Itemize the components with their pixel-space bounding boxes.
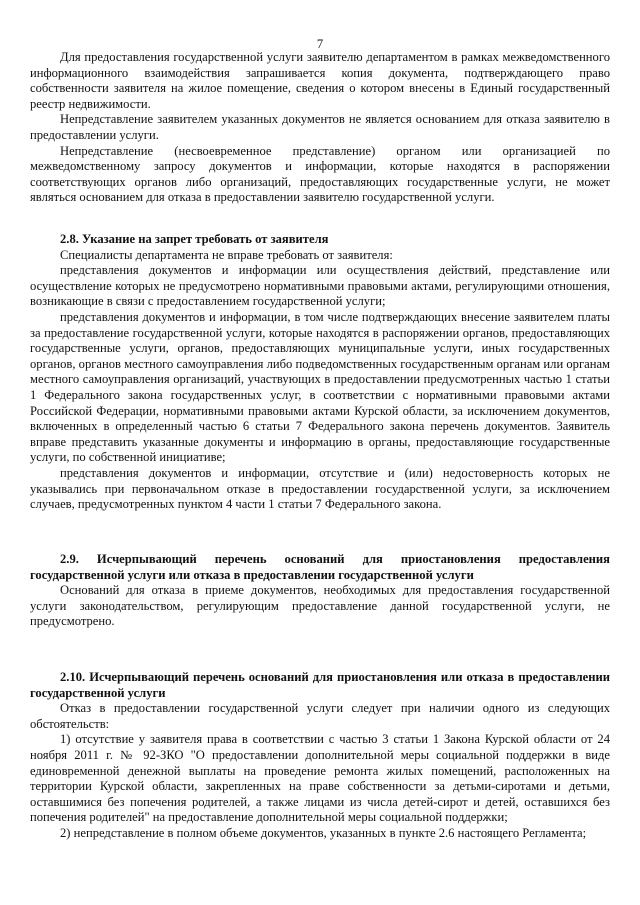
section-2-10 — [30, 670, 610, 842]
section-2-9 — [30, 552, 610, 630]
intro-paragraph-1: Для предоставления государственной услуги заявителю департаментом в рамках межведомственного информационного взаимодействия запрашивается копия документа, подтверждающего право собственности заявителя на жилое помещение, сведения о котором внесены в Единый государственный реестр недвижимости. — [30, 50, 610, 111]
section-2-10-paragraph-2: 1) отсутствие у заявителя права в соответствии с частью 3 статьи 1 Закона Курской области от 24 ноября 2011 г. № 92-ЗКО "О предоставлении дополнительной меры социальной поддержки в виде единовременной денежной выплаты на проведение ремонта жилых помещений, расположенных на территории Курской области, закрепленных на праве собственности за детьми-сиротами и детьми, оставшимися без попечения родителей, а также лицами из числа детей-сирот и детей, оставшихся без попечения родителей" на предоставление дополнительной меры социальной поддержки; — [30, 732, 610, 825]
section-2-9-paragraph-1: Оснований для отказа в приеме документов, необходимых для предоставления государственной услуги законодательством, регулирующим предоставление данной государственной услуги, не предусмотрено. — [30, 583, 610, 629]
intro-section — [30, 50, 610, 206]
section-2-10-paragraph-3: 2) непредставление в полном объеме документов, указанных в пункте 2.6 настоящего Регламента; — [60, 825, 587, 840]
section-2-8-heading: 2.8. Указание на запрет требовать от заявителя — [60, 232, 329, 246]
section-2-10-heading: 2.10. Исчерпывающий перечень оснований для приостановления или отказа в предоставлении государственной услуги — [30, 670, 610, 700]
section-2-8-paragraph-4: представления документов и информации, отсутствие и (или) недостоверность которых не указывались при первоначальном отказе в предоставлении государственной услуги, за исключением случаев, предусмотренных пунктом 4 части 1 статьи 7 Федерального закона. — [30, 465, 610, 512]
document-page — [30, 0, 610, 905]
page-number: 7 — [316, 37, 324, 51]
section-2-10-paragraph-1: Отказ в предоставлении государственной услуги следует при наличии одного из следующих обстоятельств: — [30, 701, 610, 731]
intro-paragraph-3: Непредставление (несвоевременное представление) органом или организацией по межведомственному запросу документов и информации, которые находятся в распоряжении соответствующих органов либо организаций, предоставляющих государственные услуги, не может являться основанием для отказа в предоставлении заявителю государственной услуги. — [30, 143, 610, 205]
intro-paragraph-2: Непредставление заявителем указанных документов не является основанием для отказа заявителю в предоставлении услуги. — [30, 112, 610, 142]
section-2-8-paragraph-2: представления документов и информации или осуществления действий, представление или осуществление которых не предусмотрено нормативными правовыми актами, регулирующими отношения, возникающие в связи с предоставлением государственной услуги; — [30, 263, 610, 309]
section-2-9-heading: 2.9. Исчерпывающий перечень оснований для приостановления предоставления государственной услуги или отказа в предоставлении государственной услуги — [30, 552, 610, 582]
section-2-8-paragraph-1: Специалисты департамента не вправе требовать от заявителя: — [60, 247, 393, 262]
section-2-8 — [30, 232, 610, 513]
section-2-8-paragraph-3: представления документов и информации, в том числе подтверждающих внесение заявителем платы за предоставление государственной услуги, которые находятся в распоряжении органов, предоставляющих государственные услуги, органов, предоставляющих муниципальные услуги, иных государственных органов, органов местного самоуправления либо подведомственных государственным органам или органам местного самоуправления организаций, участвующих в предоставлении предусмотренных частью 1 статьи 1 Федерального закона государственных услуг, в соответствии с нормативными правовыми актами Российской Федерации, нормативными правовыми актами Курской области, за исключением документов, включенных в определенный частью 6 статьи 7 Федерального закона перечень документов. Заявитель вправе представить указанные документы и информацию в органы, предоставляющие государственные услуги, по собственной инициативе; — [30, 309, 610, 465]
